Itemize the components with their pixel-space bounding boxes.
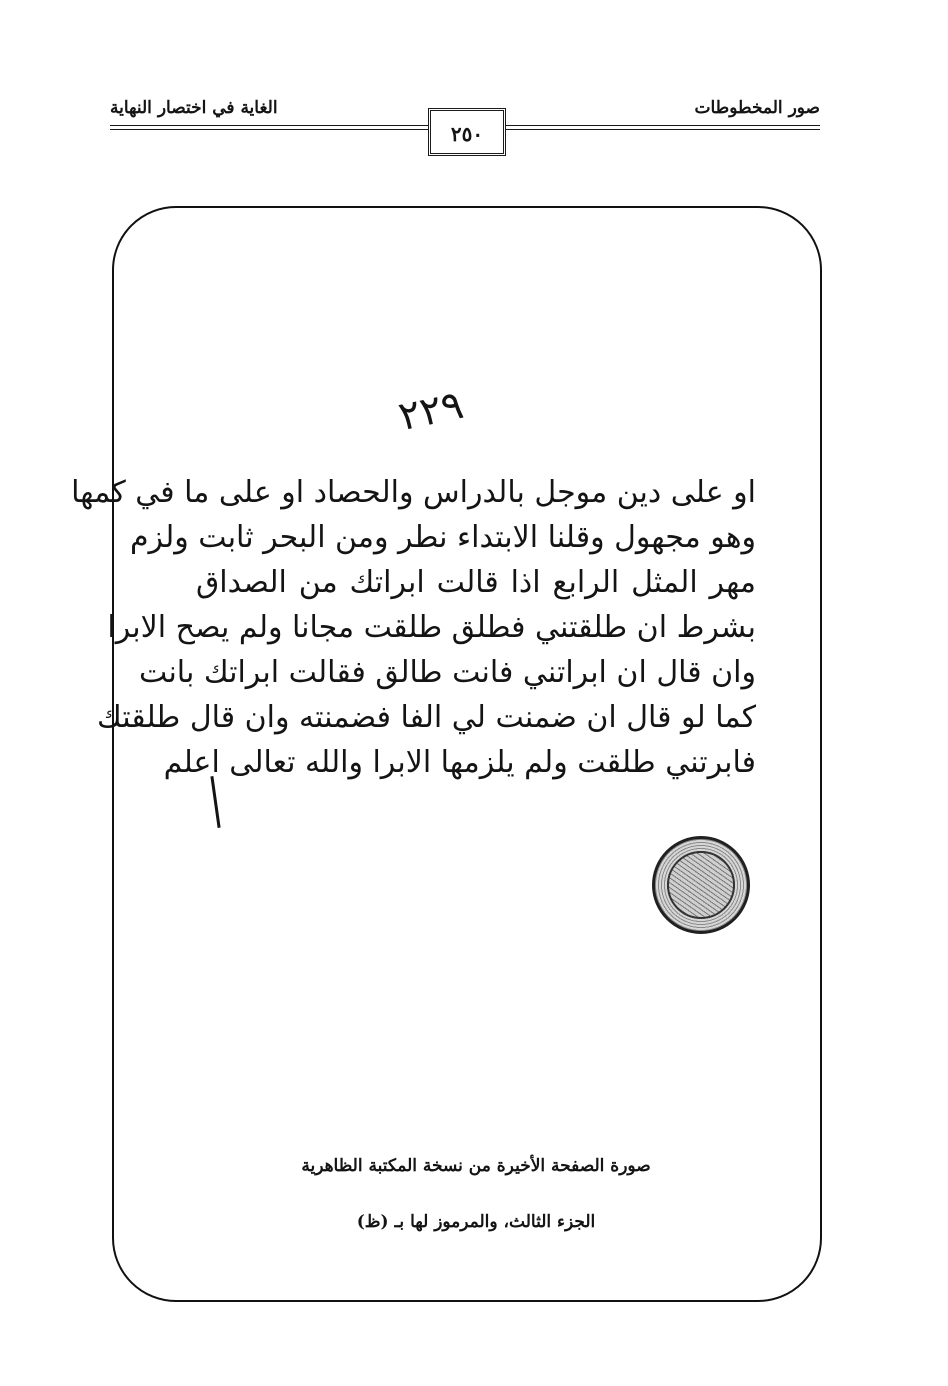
header-rule-right-2	[506, 129, 820, 130]
manuscript-line: وان قال ان ابراتني فانت طالق فقالت ابراتك بانت	[139, 655, 756, 690]
header-rule-left-2	[110, 129, 428, 130]
header-book-title: الغاية في اختصار النهاية	[110, 98, 278, 118]
manuscript-line: مهر المثل الرابع اذا قالت ابراتك من الصداق	[196, 565, 756, 600]
page-number: ٢٥٠	[450, 122, 484, 146]
manuscript-line: فابرتني طلقت ولم يلزمها الابرا والله تعالى اعلم	[163, 745, 756, 780]
header-rule-left-1	[110, 125, 428, 126]
caption-line-1: صورة الصفحة الأخيرة من نسخة المكتبة الظاهرية	[301, 1156, 651, 1176]
caption-line-2: الجزء الثالث، والمرموز لها بـ (ظ)	[356, 1212, 596, 1232]
manuscript-line: كما لو قال ان ضمنت لي الفا فضمنته وان قال طلقتك	[96, 700, 756, 735]
seal-center	[667, 851, 735, 919]
manuscript-text	[71, 470, 756, 785]
header-rule-right-1	[506, 125, 820, 126]
folio-mark: ٢٢٩	[394, 381, 468, 441]
seal-icon	[652, 836, 750, 934]
manuscript-line: وهو مجهول وقلنا الابتداء نطر ومن البحر ثابت ولزم	[129, 520, 756, 555]
manuscript-line: او على دين موجل بالدراس والحصاد او على ما في كمها	[71, 475, 756, 510]
header-book-section: صور المخطوطات	[694, 98, 820, 118]
manuscript-line: بشرط ان طلقتني فطلق طلقت مجانا ولم يصح الابرا	[107, 610, 756, 645]
